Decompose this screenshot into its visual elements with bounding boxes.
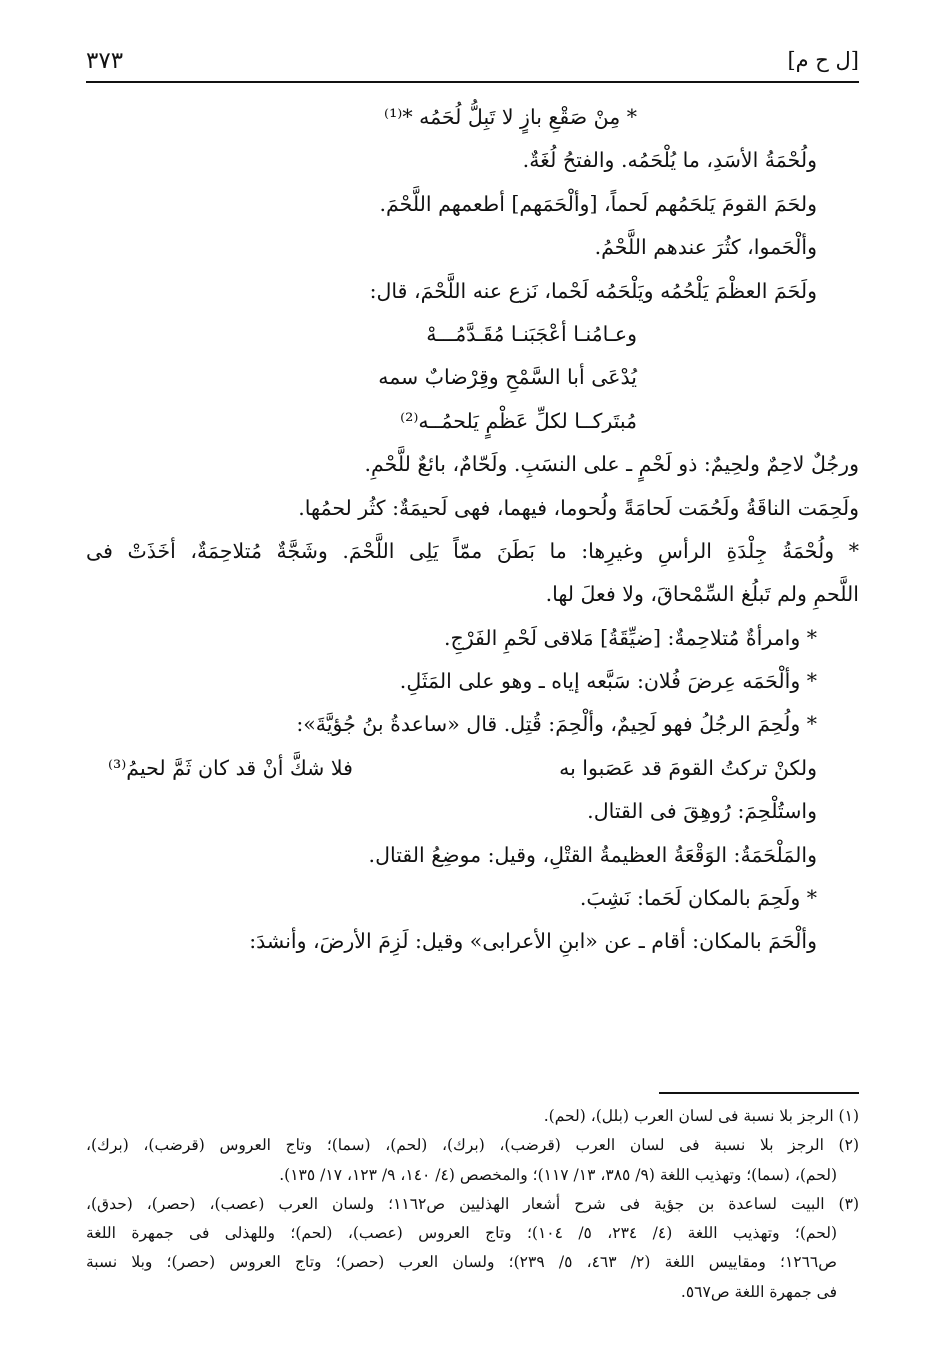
text-line: والمَلْحَمَةُ: الوَقْعَةُ العظيمةُ القتْلِ، وقيل: موضِعُ القتال. (368, 842, 817, 867)
text-line: * وامرأةٌ مُتلاحِمةٌ: [ضيِّقَةُ] مَلاقى لَحْمِ الفَرْجِ. (443, 625, 817, 650)
verse-hemistich-second: فلا شكَّ أنْ قد كان ثَمَّ لحيمُ⁽³⁾ (108, 755, 353, 780)
footnote-line: ص١٢٦٦؛ ومقاييس اللغة (٢/ ٤٦٣، ٥/ ٢٣٩)؛ ولسان العرب (حصر)؛ وتاج العروس (حصر)؛ وبلا نسبة (86, 1253, 838, 1272)
page-header (86, 44, 859, 78)
text-line: واستُلْحِمَ: رُوهِقَ فى القتال. (587, 799, 817, 824)
footnote-line: فى جمهرة اللغة ص٥٦٧. (680, 1282, 837, 1301)
text-line: * ولُحِمَ الرجُلُ فهو لَحِيمٌ، وألْحِمَ: قُتِل. قال «ساعدةُ بنُ جُؤيَّةَ»: (296, 712, 817, 737)
text-line: * ولُحْمَةُ جِلْدَةِ الرأسِ وغيرِها: ما بَطَنَ ممّاً يَلِى اللَّحْمَ. وشَجَّةٌ مُتلاحِمَةٌ، أخَذَتْ فى (86, 538, 859, 563)
footnotes (86, 1102, 859, 1307)
page-number: ٣٧٣ (86, 48, 124, 74)
text-line: ولَحَمَ العظْمَ يَلْحُمُه ويَلْحَمُه لَحْما، نَزع عنه اللَّحْمَ، قال: (369, 278, 817, 303)
text-line: ولُحْمَةُ الأسَدِ، ما يُلْحَمُه. والفتحُ لُغَةٌ. (522, 148, 817, 173)
verse-line: مُبتَركــا لكلِّ عَظْمٍ يَلحمُــه⁽²⁾ (400, 408, 637, 433)
footnote-line: (٣) البيت لساعدة بن جؤية فى شرح أشعار الهذليين ص١١٦٢؛ ولسان العرب (عصب)، (حصر)، (حدق)، (86, 1194, 859, 1213)
footnote-line: (لحم)، (سما)؛ وتهذيب اللغة (٩/ ٣٨٥، ١٣/ ١١٧)؛ والمخصص (٤/ ١٤٠، ٩/ ١٢٣، ١٧/ ١٣٥). (279, 1165, 837, 1184)
verse-hemistich-first: ولكنْ تركتُ القومَ قد عَصَبوا به (559, 755, 817, 780)
text-line: وألْحَموا، كثُرَ عندهم اللَّحْمُ. (594, 235, 817, 260)
text-line: ولحَمَ القومَ يَلحَمُهم لَحماً، [وألْحَمَهم] أطعمهم اللَّحْمَ. (379, 191, 817, 216)
text-line: ورجُلٌ لاحِمٌ ولحِيمٌ: ذو لَحْمٍ ـ على النسَبِ. ولَحّامٌ، بائعٌ للَّحْمِ. (364, 452, 859, 477)
footnote-line: (٢) الرجز بلا نسبة فى لسان العرب (قرضب)، (برك)، (لحم)، (سما)؛ وتاج العروس (قرضب)، (برك)، (86, 1136, 859, 1155)
footnote-line: (لحم)؛ وتهذيب اللغة (٤/ ٢٣٤، ٥/ ١٠٤)؛ وتاج العروس (عصب)، (لحم)؛ وللهذلى فى جمهرة اللغة (86, 1224, 837, 1243)
text-line: * مِنْ صَقْعِ بازٍ لا تَبِلُّ لُحَمُه *⁽¹⁾ (384, 105, 637, 129)
verse-couplet (86, 747, 859, 790)
text-line: * وألْحَمَه عِرضَ فُلان: سَبَّعه إياه ـ وهو على المَثَلِ. (399, 669, 817, 694)
text-line: وألْحَمَ بالمكان: أقام ـ عن «ابنِ الأعرابى» وقيل: لَزِمَ الأرضَ، وأنشدَ: (249, 929, 817, 954)
header-rule (86, 81, 859, 83)
root-heading: [ل ح م] (787, 48, 859, 72)
text-line: ولَحِمَت الناقَةُ ولَحُمَت لَحامَةً ولُحوما، فيهما، فهى لَحيمَةٌ: كثُر لحمُها. (298, 495, 859, 520)
footnote-line: (١) الرجز بلا نسبة فى لسان العرب (بلل)، (لحم). (543, 1107, 859, 1125)
verse-line: يُدْعَى أبا السَّمْحِ وقِرْضابٌ سمه (378, 365, 637, 390)
footnote-rule (659, 1092, 859, 1094)
main-text (86, 96, 859, 964)
text-line: * ولَحِمَ بالمكان لَحَما: نَشِبَ. (579, 886, 817, 911)
verse-line: وعـامُنـا أعْجَبَنـا مُقَـدَّمُـــهْ (426, 321, 637, 346)
text-line: اللَّحمِ ولم تَبلُغ السِّمْحاقَ، ولا فعلَ لها. (545, 582, 859, 607)
